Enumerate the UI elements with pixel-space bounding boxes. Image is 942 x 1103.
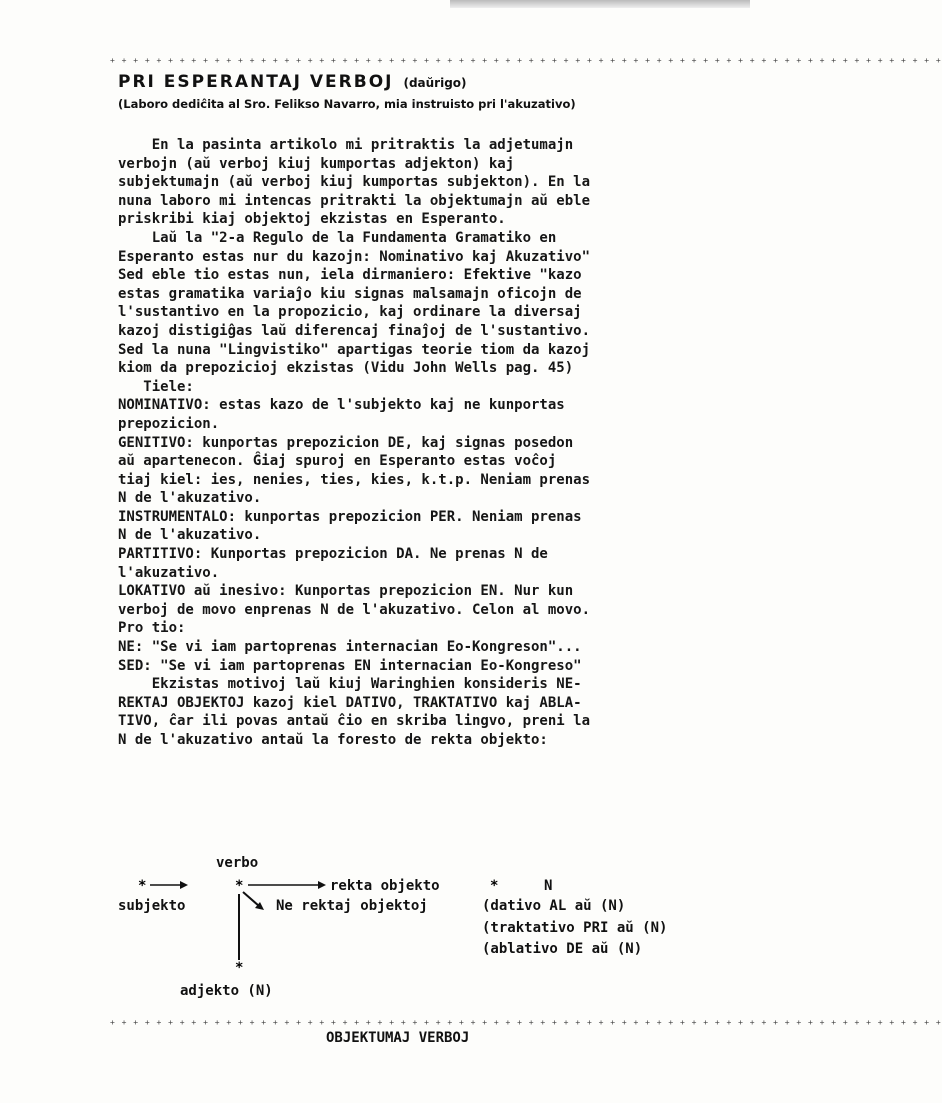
text-line: Sed la nuna "Lingvistiko" apartigas teorie tiom da kazoj	[118, 341, 591, 358]
text-line: tiaj kiel: ies, nenies, ties, kies, k.t.p. Neniam prenas	[118, 471, 591, 488]
text-line: nuna laboro mi intencas pritrakti la objektumajn aŭ eble	[118, 192, 591, 209]
text-line: l'akuzativo.	[118, 564, 220, 581]
text-line: prepozicion.	[118, 415, 220, 432]
text-line: N de l'akuzativo.	[118, 490, 262, 507]
text-line: Pro tio:	[118, 620, 186, 637]
text-line: estas gramatika variaĵo kiu signas malsamajn oficojn de	[118, 285, 582, 302]
text-line: En la pasinta artikolo mi pritraktis la adjetumajn	[118, 137, 574, 153]
arrowhead-verbo-rekta	[318, 881, 326, 889]
article-body	[118, 136, 718, 750]
text-line: l'sustantivo en la propozicio, kaj ordinare la diversaj	[118, 304, 582, 321]
scan-edge-shadow	[450, 0, 750, 8]
text-line: Esperanto estas nur du kazojn: Nominativo kaj Akuzativo"	[118, 248, 591, 265]
subjekto-star: *	[138, 878, 147, 894]
label-rekta-objekto: rekta objekto	[330, 878, 440, 894]
text-line: Sed eble tio estas nun, iela dirmaniero: Efektive "kazo	[118, 267, 582, 284]
article-title	[118, 72, 467, 92]
label-ablativo: (ablativo DE aŭ (N)	[482, 941, 643, 957]
label-ne-rektaj-objektoj: Ne rektaj objektoj	[276, 898, 428, 914]
objekto-star: *	[490, 878, 499, 894]
object-diagram	[118, 852, 728, 1002]
label-n: N	[544, 878, 553, 894]
text-line: SED: "Se vi iam partoprenas EN internacian Eo-Kongreso"	[118, 657, 582, 674]
text-line: LOKATIVO aŭ inesivo: Kunportas prepozicion EN. Nur kun	[118, 583, 574, 600]
text-line: Laŭ la "2-a Regulo de la Fundamenta Gramatiko en	[118, 229, 557, 246]
label-dativo: (dativo AL aŭ (N)	[482, 898, 626, 914]
text-line: Tiele:	[118, 378, 194, 395]
text-line: GENITIVO: kunportas prepozicion DE, kaj signas posedon	[118, 434, 574, 451]
article-title-text: PRI ESPERANTAJ VERBOJ	[118, 72, 394, 92]
text-line: INSTRUMENTALO: kunportas prepozicion PER. Neniam prenas	[118, 508, 582, 525]
label-traktativo: (traktativo PRI aŭ (N)	[482, 920, 668, 936]
text-line: verbojn (aŭ verboj kiuj kumportas adjekton) kaj	[118, 155, 515, 172]
text-line: kazoj distigiĝas laŭ diferencaj finaĵoj de l'sustantivo.	[118, 322, 591, 339]
diagram-caption: OBJEKTUMAJ VERBOJ	[326, 1030, 470, 1046]
text-line: N de l'akuzativo antaŭ la foresto de rekta objekto:	[118, 732, 548, 748]
title-tag: (daŭrigo)	[403, 76, 467, 90]
label-subjekto: subjekto	[118, 898, 186, 914]
text-line: TIVO, ĉar ili povas antaŭ ĉio en skriba lingvo, preni la	[118, 713, 591, 730]
top-border-ornament: + + + + + + + + + + + + + + + + + + + + + + + + + + + + + + + + + + + + + + + + + + + + + + + + + + + + + + + + + + + + + + + + + + + + + + + +	[110, 56, 942, 65]
arrow-verbo-nerektaj	[243, 892, 259, 906]
text-line: Ekzistas motivoj laŭ kiuj Waringhien konsideris NE-	[118, 676, 582, 693]
text-line: verboj de movo enprenas N de l'akuzativo. Celon al movo.	[118, 601, 591, 618]
arrowhead-subjekto-verbo	[180, 881, 188, 889]
text-line: N de l'akuzativo.	[118, 527, 262, 544]
dedication-subtitle: (Laboro dediĉita al Sro. Felikso Navarro, mia instruisto pri l'akuzativo)	[118, 97, 576, 111]
verbo-star: *	[235, 878, 244, 894]
bottom-border-ornament: + + + + + + + + + + + + + + + + + + + + + + + + + + + + + + + + + + + + + + + + + + + + + + + + + + + + + + + + + + + + + + + + + + + + + + + +	[110, 1018, 942, 1027]
text-line: REKTAJ OBJEKTOJ kazoj kiel DATIVO, TRAKTATIVO kaj ABLA-	[118, 694, 582, 711]
text-line: aŭ apartenecon. Ĝiaj spuroj en Esperanto estas voĉoj	[118, 453, 557, 470]
text-line: PARTITIVO: Kunportas prepozicion DA. Ne prenas N de	[118, 546, 548, 563]
text-line: subjektumajn (aŭ verboj kiuj kumportas subjekton). En la	[118, 174, 591, 191]
adjekto-star: *	[235, 960, 244, 976]
text-line: NOMINATIVO: estas kazo de l'subjekto kaj ne kunportas	[118, 397, 565, 414]
label-adjekto: adjekto (N)	[180, 983, 273, 999]
label-verbo: verbo	[216, 855, 259, 871]
text-line: NE: "Se vi iam partoprenas internacian Eo-Kongreson"...	[118, 639, 582, 656]
text-line: priskribi kiaj objektoj ekzistas en Esperanto.	[118, 211, 506, 228]
text-line: kiom da prepozicioj ekzistas (Vidu John Wells pag. 45)	[118, 360, 574, 377]
